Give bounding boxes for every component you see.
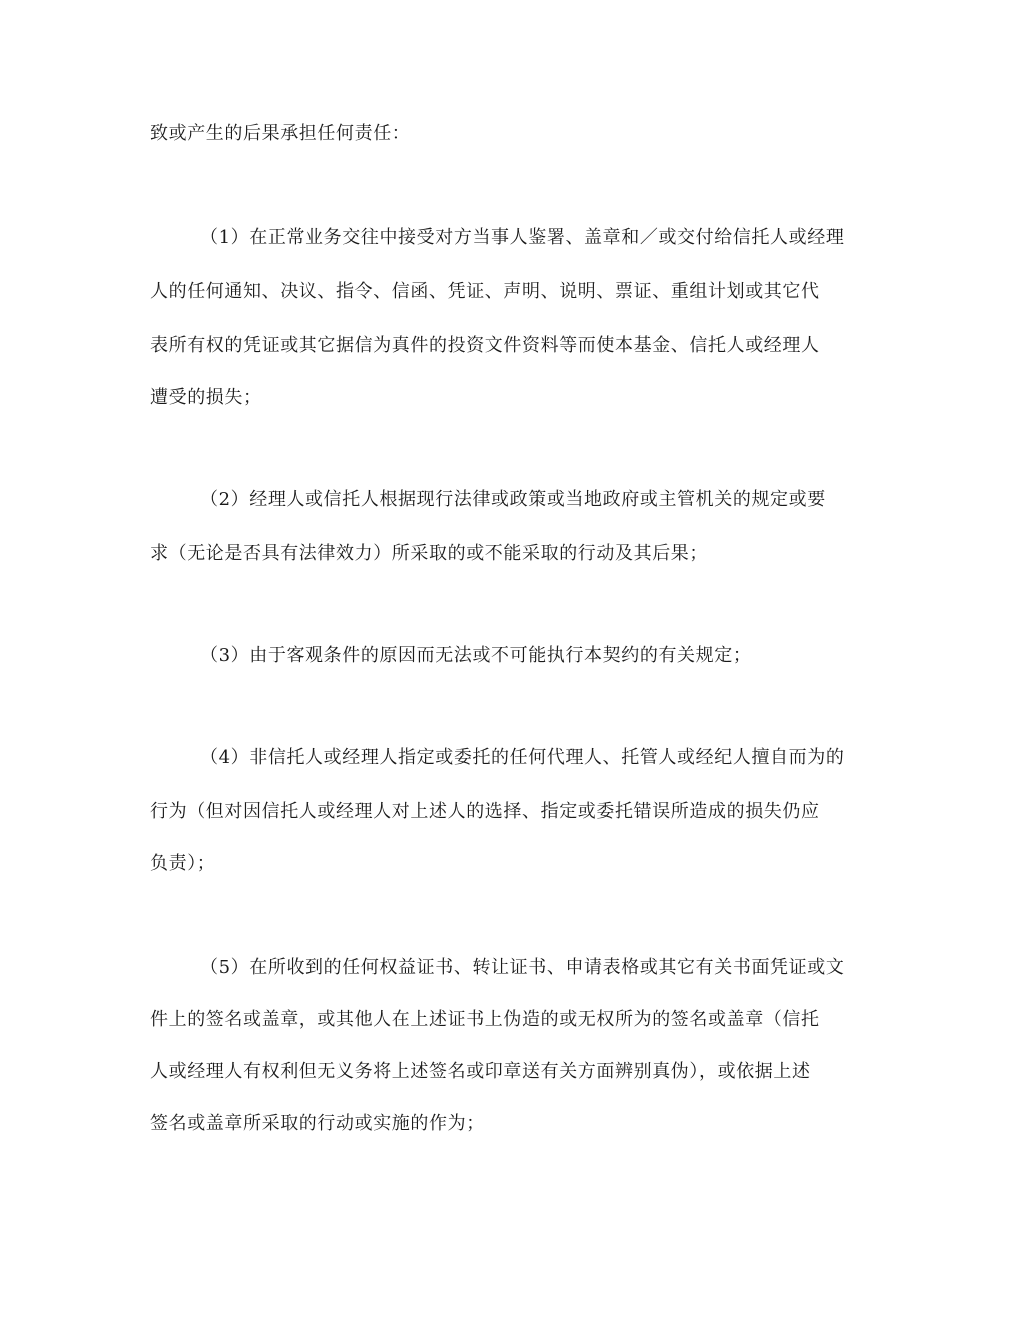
- item-4-line-3: 负责）；: [150, 853, 216, 874]
- item-1-line-1: （1）在正常业务交往中接受对方当事人鉴署、盖章和／或交付给信托人或经理: [200, 227, 845, 248]
- item-2-line-1: （2）经理人或信托人根据现行法律或政策或当地政府或主管机关的规定或要: [200, 489, 826, 510]
- item-4-line-1: （4）非信托人或经理人指定或委托的任何代理人、托管人或经纪人擅自而为的: [200, 747, 845, 768]
- intro-line: 致或产生的后果承担任何责任：: [150, 123, 411, 144]
- item-5-line-4: 签名或盖章所采取的行动或实施的作为；: [150, 1113, 485, 1134]
- item-5-line-2: 件上的签名或盖章，或其他人在上述证书上伪造的或无权所为的签名或盖章（信托: [150, 1009, 820, 1030]
- item-2-line-2: 求（无论是否具有法律效力）所采取的或不能采取的行动及其后果；: [150, 543, 708, 564]
- item-5-line-1: （5）在所收到的任何权益证书、转让证书、申请表格或其它有关书面凭证或文: [200, 957, 845, 978]
- item-1-line-3: 表所有权的凭证或其它据信为真件的投资文件资料等而使本基金、信托人或经理人: [150, 335, 820, 356]
- item-1-line-4: 遭受的损失；: [150, 387, 262, 408]
- item-3-line-1: （3）由于客观条件的原因而无法或不可能执行本契约的有关规定；: [200, 645, 752, 666]
- item-5-line-3: 人或经理人有权利但无义务将上述签名或印章送有关方面辨别真伪），或依据上述: [150, 1061, 811, 1082]
- item-4-line-2: 行为（但对因信托人或经理人对上述人的选择、指定或委托错误所造成的损失仍应: [150, 801, 820, 822]
- item-1-line-2: 人的任何通知、决议、指令、信函、凭证、声明、说明、票证、重组计划或其它代: [150, 281, 820, 302]
